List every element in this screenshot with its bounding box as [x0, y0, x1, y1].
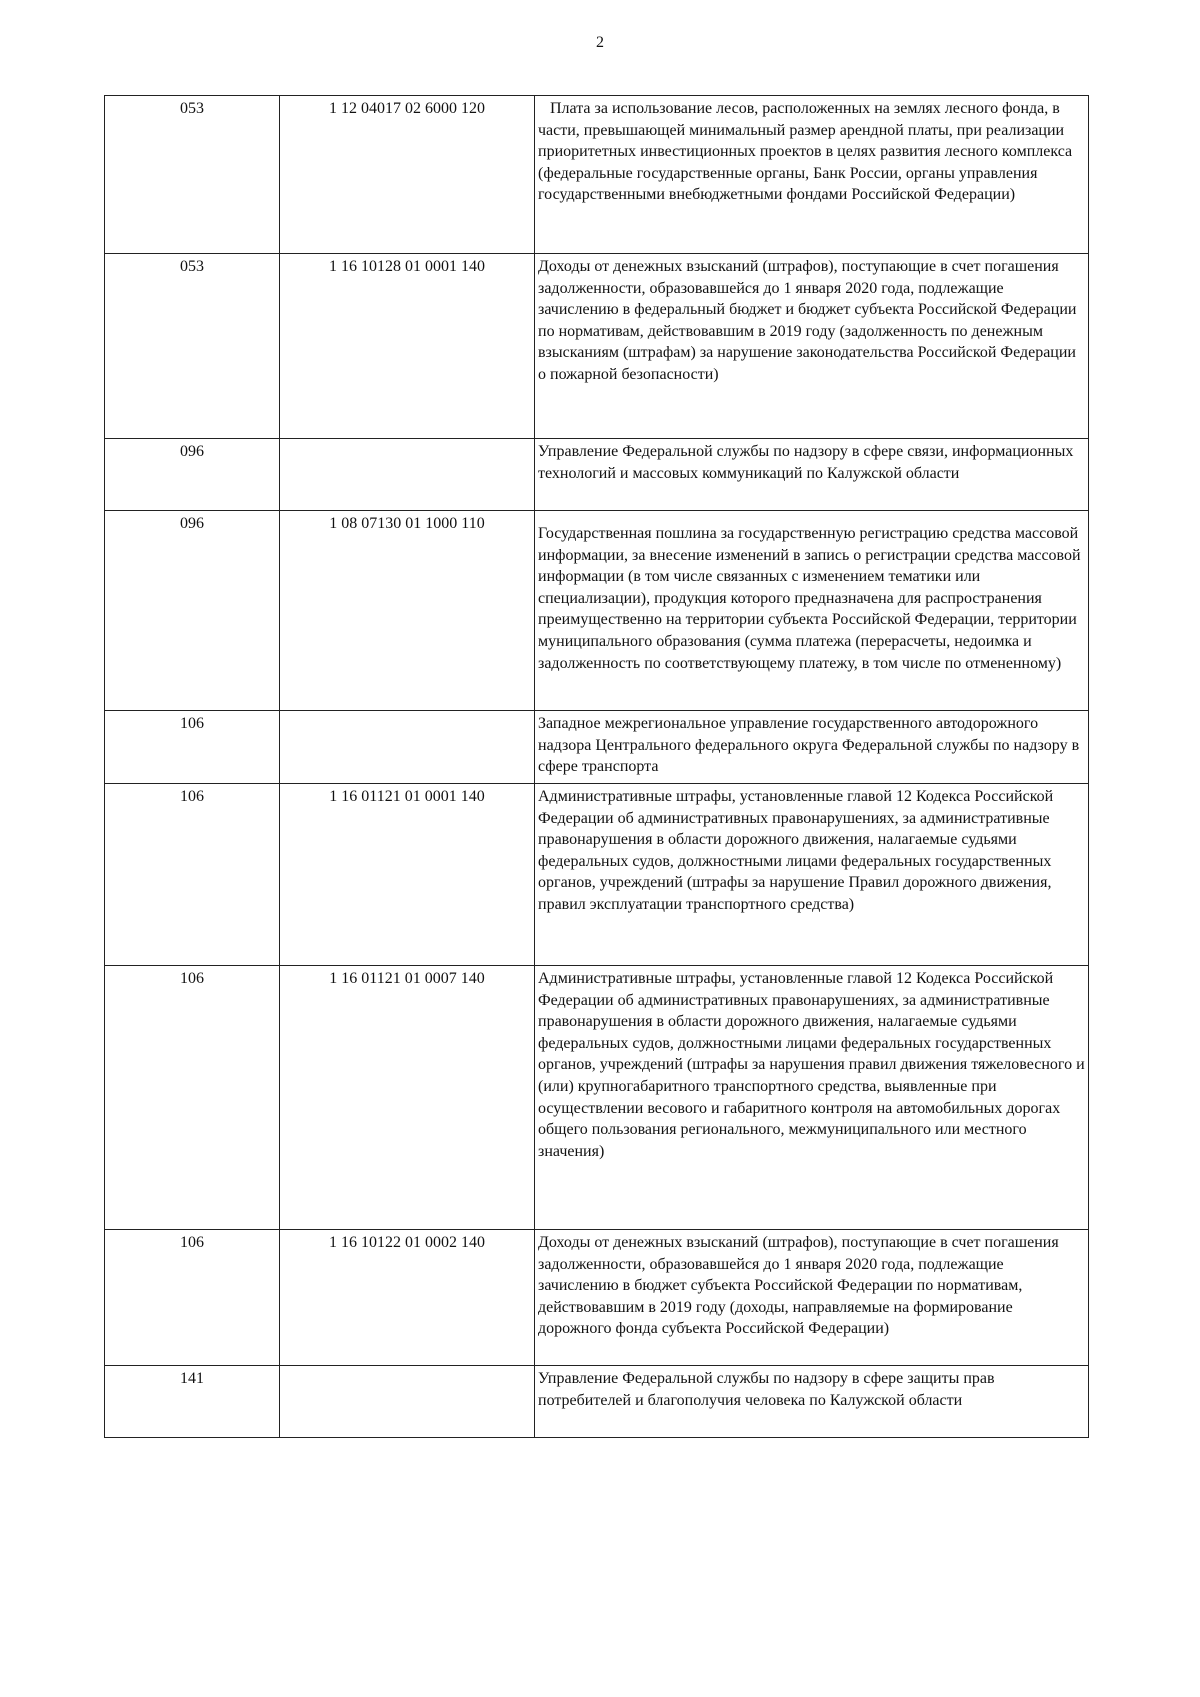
- table-row: [105, 1366, 1089, 1438]
- admin-code-cell: 096: [105, 511, 280, 711]
- kbk-code-cell: [280, 711, 535, 784]
- kbk-code-cell: 1 12 04017 02 6000 120: [280, 96, 535, 254]
- description-cell: Плата за использование лесов, расположенных на землях лесного фонда, в части, превышающей минимальный размер арендной платы, при реализации приоритетных инвестиционных проектов в целях развития лесного комплекса (федеральные государственные органы, Банк России, органы управления государственными внебюджетными фондами Российской Федерации): [535, 96, 1089, 254]
- table-row: [105, 711, 1089, 784]
- description-cell: Западное межрегиональное управление государственного автодорожного надзора Центрального федерального округа Федеральной службы по надзору в сфере транспорта: [535, 711, 1089, 784]
- table-row: [105, 784, 1089, 966]
- table-row: [105, 254, 1089, 439]
- description-cell: Доходы от денежных взысканий (штрафов), поступающие в счет погашения задолженности, образовавшейся до 1 января 2020 года, подлежащие зачислению в федеральный бюджет и бюджет субъекта Российской Федерации по нормативам, действовавшим в 2019 году (задолженность по денежным взысканиям (штрафам) за нарушение законодательства Российской Федерации о пожарной безопасности): [535, 254, 1089, 439]
- admin-code-cell: 106: [105, 1230, 280, 1366]
- admin-code-cell: 141: [105, 1366, 280, 1438]
- table-row: [105, 511, 1089, 711]
- table-row: [105, 96, 1089, 254]
- admin-code-cell: 053: [105, 254, 280, 439]
- page-number: 2: [596, 34, 604, 51]
- description-cell: Доходы от денежных взысканий (штрафов), поступающие в счет погашения задолженности, образовавшейся до 1 января 2020 года, подлежащие зачислению в бюджет субъекта Российской Федерации по нормативам, действовавшим в 2019 году (доходы, направляемые на формирование дорожного фонда субъекта Российской Федерации): [535, 1230, 1089, 1366]
- table-row: [105, 966, 1089, 1230]
- description-cell: Управление Федеральной службы по надзору в сфере связи, информационных технологий и массовых коммуникаций по Калужской области: [535, 439, 1089, 511]
- admin-code-cell: 053: [105, 96, 280, 254]
- admin-code-cell: 106: [105, 966, 280, 1230]
- description-cell: Административные штрафы, установленные главой 12 Кодекса Российской Федерации об административных правонарушениях, за административные правонарушения в области дорожного движения, налагаемые судьями федеральных судов, должностными лицами федеральных государственных органов, учреждений (штрафы за нарушения правил движения тяжеловесного и (или) крупногабаритного транспортного средства, выявленные при осуществлении весового и габаритного контроля на автомобильных дорогах общего пользования регионального, межмуниципального или местного значения): [535, 966, 1089, 1230]
- kbk-code-cell: [280, 1366, 535, 1438]
- description-cell: Управление Федеральной службы по надзору в сфере защиты прав потребителей и благополучия человека по Калужской области: [535, 1366, 1089, 1438]
- table-row: [105, 1230, 1089, 1366]
- kbk-code-cell: 1 16 01121 01 0001 140: [280, 784, 535, 966]
- admin-code-cell: 106: [105, 784, 280, 966]
- kbk-code-cell: 1 16 01121 01 0007 140: [280, 966, 535, 1230]
- description-cell: Административные штрафы, установленные главой 12 Кодекса Российской Федерации об административных правонарушениях, за административные правонарушения в области дорожного движения, налагаемые судьями федеральных судов, должностными лицами федеральных государственных органов, учреждений (штрафы за нарушение Правил дорожного движения, правил эксплуатации транспортного средства): [535, 784, 1089, 966]
- description-cell: Государственная пошлина за государственную регистрацию средства массовой информации, за внесение изменений в запись о регистрации средства массовой информации (в том числе связанных с изменением тематики или специализации), продукция которого предназначена для распространения преимущественно на территории субъекта Российской Федерации, территории муниципального образования (сумма платежа (перерасчеты, недоимка и задолженность по соответствующему платежу, в том числе по отмененному): [535, 511, 1089, 711]
- table-row: [105, 439, 1089, 511]
- admin-code-cell: 106: [105, 711, 280, 784]
- kbk-code-cell: 1 08 07130 01 1000 110: [280, 511, 535, 711]
- kbk-code-cell: 1 16 10122 01 0002 140: [280, 1230, 535, 1366]
- revenue-codes-table: [104, 95, 1089, 1438]
- kbk-code-cell: 1 16 10128 01 0001 140: [280, 254, 535, 439]
- admin-code-cell: 096: [105, 439, 280, 511]
- kbk-code-cell: [280, 439, 535, 511]
